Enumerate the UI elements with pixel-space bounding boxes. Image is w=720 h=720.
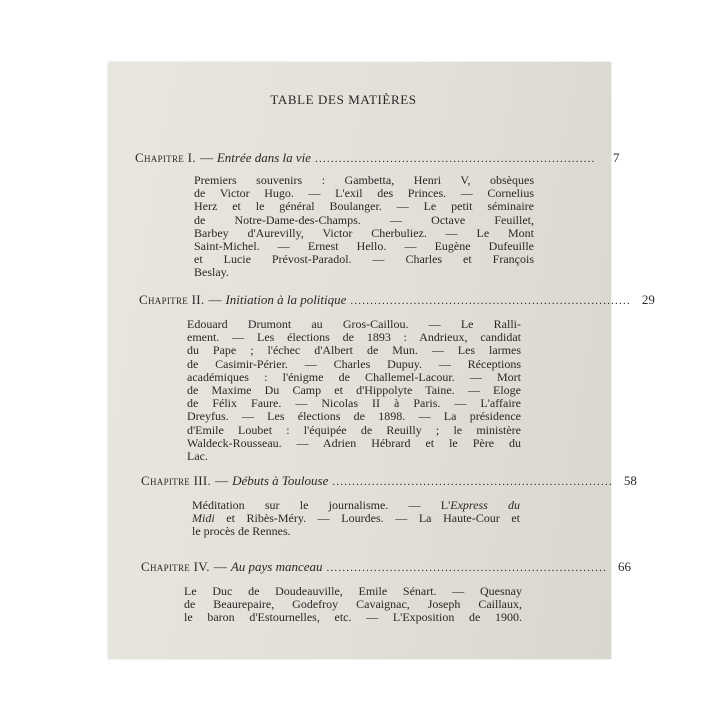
dot-leader: ....................................................................... [332,476,613,488]
page-title: TABLE DES MATIÈRES [270,92,417,107]
summary-line: Waldeck-Rousseau. — Adrien Hébrard et le Père du [187,435,521,450]
summary-line: Dreyfus. — Les élections de 1898. — La présidence [187,409,521,424]
chapter-summary [192,499,520,539]
chapter-label: Chapitre III. [141,473,212,488]
summary-line: ement. — Les élections de 1893 : Andrieux, candidat [187,330,521,345]
chapter-heading [141,473,637,489]
chapter-summary [194,174,534,280]
dash: — [208,292,222,307]
page-number: 58 [623,473,637,488]
page-number: 7 [613,150,620,165]
chapter-title: Entrée dans la vie [216,150,312,165]
summary-line: de Félix Faure. — Nicolas II à Paris. — L'affaire [187,396,521,411]
summary-line: Lac. [187,449,208,464]
summary-line: le procès de Rennes. [192,524,291,539]
summary-line: Barbey d'Aurevilly, Victor Cherbuliez. — Le Mont [194,225,534,240]
summary-line: Premiers souvenirs : Gambetta, Henri V, obsèques [194,173,534,187]
chapter-heading [139,292,655,308]
summary-line: Saint-Michel. — Ernest Hello. — Eugène Dufeuille [194,239,534,254]
summary-line: Edouard Drumont au Gros-Caillou. — Le Ralli- [187,317,521,331]
dot-leader: ....................................................................... [326,562,607,574]
summary-line: de Notre-Dame-des-Champs. — Octave Feuillet, [194,212,534,227]
summary-line: de Victor Hugo. — L'exil des Princes. — Cornelius [194,186,534,201]
chapter-heading [135,150,620,166]
summary-line: académiques : l'énigme de Challemel-Lacour. — Mort [187,369,521,384]
chapter-title: Au pays manceau [230,559,323,574]
summary-line: de Casimir-Périer. — Charles Dupuy. — Réceptions [187,356,521,371]
chapter-heading [141,559,631,575]
summary-line: le baron d'Estournelles, etc. — L'Exposition de 1900. [184,610,522,625]
summary-line: d'Emile Loubet : l'équipée de Reuilly ; le ministère [187,422,521,437]
summary-line: Beslay. [194,265,229,280]
chapter-summary [187,318,521,463]
book-page [108,62,655,659]
chapter-summary [184,585,522,625]
summary-line: du Pape ; l'échec d'Albert de Mun. — Les larmes [187,343,521,358]
summary-line: Méditation sur le journalisme. — L'Express du [192,498,520,512]
chapter-title: Débuts à Toulouse [232,473,329,488]
page-number: 29 [641,292,655,307]
dash: — [213,559,227,574]
chapter-label: Chapitre IV. [141,559,210,574]
dot-leader: ....................................................................... [350,295,631,307]
dot-leader: ....................................................................... [315,153,596,165]
summary-line: Midi et Ribès-Méry. — Lourdes. — La Haute-Cour et [192,511,520,526]
summary-line: Le Duc de Doudeauville, Emile Sénart. — Quesnay [184,584,522,598]
summary-line: Herz et le général Boulanger. — Le petit séminaire [194,199,534,214]
chapter-title: Initiation à la politique [225,292,347,307]
dash: — [199,150,213,165]
summary-line: de Maxime Du Camp et d'Hippolyte Taine. — Eloge [187,383,521,398]
summary-line: et Lucie Prévost-Paradol. — Charles et François [194,252,534,267]
summary-line: de Beaurepaire, Godefroy Cavaignac, Joseph Caillaux, [184,597,522,612]
chapter-label: Chapitre II. [139,292,205,307]
dash: — [215,473,229,488]
chapter-label: Chapitre I. [135,150,196,165]
page-number: 66 [617,559,631,574]
